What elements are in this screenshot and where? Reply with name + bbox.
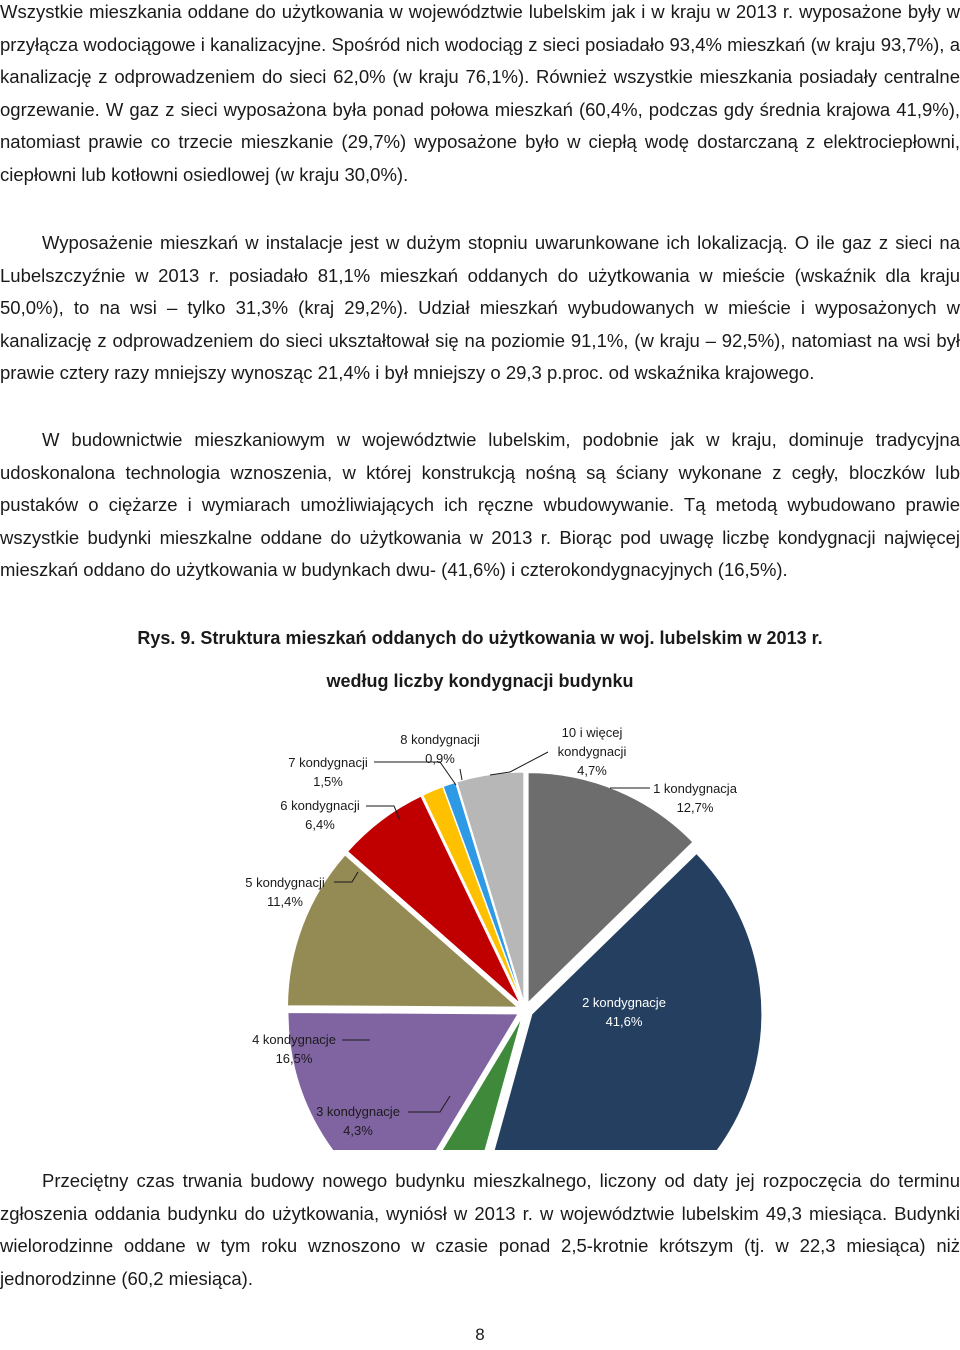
- page-number: 8: [475, 1325, 485, 1344]
- leader-line: [490, 752, 548, 775]
- paragraph-location-text: Wyposażenie mieszkań w instalacje jest w dużym stopniu uwarunkowane ich lokalizacją. O ile gaz z sieci na Lubelszczyźnie w 2013 r. posiadało 81,1% mieszkań oddanych do użytkowania w mieście (wskaźnik dla kraju 50,0%), to na wsi – tylko 31,3% (kraj 29,2%). Udział mieszkań wybudowanych w mieście i wyposażonych w kanalizację z odprowadzeniem do sieci ukształtował się na poziomie 91,1%, (w kraju – 92,5%), natomiast na wsi był prawie cztery razy mniejszy wynosząc 21,4% i był mniejszy o 29,3 p.proc. od wskaźnika krajowego.: [0, 232, 960, 383]
- paragraph-installations: Wszystkie mieszkania oddane do użytkowania w województwie lubelskim jak i w kraju w 2013 r. wyposażone były w przyłącza wodociągowe i kanalizacyjne. Spośród nich wodociąg z sieci posiadało 93,4% mieszkań (w kraju 93,7%), a kanalizację z odprowadzeniem do sieci 62,0% (w kraju 76,1%). Również wszystkie mieszkania posiadały centralne ogrzewanie. W gaz z sieci wyposażona była ponad połowa mieszkań (60,4%, podczas gdy średnia krajowa 41,9%), natomiast prawie co trzecie mieszkanie (29,7%) wyposażone było w ciepłą wodę dostarczaną z elektrociepłowni, ciepłowni lub kotłowni osiedlowej (w kraju 30,0%).: [0, 1, 960, 185]
- slice-value-label: 1,5%: [313, 774, 343, 789]
- paragraph-location: [0, 227, 960, 390]
- slice-name-label: 4 kondygnacje: [252, 1032, 336, 1047]
- slice-value-label: 4,3%: [343, 1123, 373, 1138]
- slice-name-label: 1 kondygnacja: [653, 781, 737, 796]
- slice-name-label: 7 kondygnacji: [288, 755, 368, 770]
- slice-name-label: 3 kondygnacje: [316, 1104, 400, 1119]
- slice-value-label: 12,7%: [676, 800, 714, 815]
- slice-name-label: 2 kondygnacje: [582, 995, 666, 1010]
- paragraph-technology: [0, 424, 960, 587]
- slice-name-label: kondygnacji: [557, 744, 627, 759]
- slice-name-label: 5 kondygnacji: [245, 875, 325, 890]
- slice-value-label: 0,9%: [425, 751, 455, 766]
- slice-value-label: 6,4%: [305, 817, 335, 832]
- paragraph-technology-text: W budownictwie mieszkaniowym w województwie lubelskim, podobnie jak w kraju, dominuje tradycyjna udoskonalona technologia wznoszenia, w której konstrukcją nośną są ściany wykonane z cegły, bloczków lub pustaków o ciężarze i wymiarach umożliwiających ich ręczne wbudowywanie. Tą metodą wybudowano prawie wszystkie budynki mieszkalne oddane do użytkowania w 2013 r. Biorąc pod uwagę liczbę kondygnacji najwięcej mieszkań oddano do użytkowania w budynkach dwu- (41,6%) i czterokondygnacyjnych (16,5%).: [0, 429, 960, 580]
- paragraph-construction-time: [0, 1165, 960, 1295]
- chart-title: według liczby kondygnacji budynku: [326, 671, 634, 691]
- slice-name-label: 6 kondygnacji: [280, 798, 360, 813]
- pie-chart: [0, 700, 960, 1150]
- slice-value-label: 11,4%: [267, 894, 303, 909]
- figure-caption: Rys. 9. Struktura mieszkań oddanych do użytkowania w woj. lubelskim w 2013 r.: [137, 628, 823, 648]
- slice-value-label: 41,6%: [605, 1014, 643, 1029]
- paragraph-construction-time-text: Przeciętny czas trwania budowy nowego budynku mieszkalnego, liczony od daty jej rozpoczęcia do terminu zgłoszenia oddania budynku do użytkowania, wyniósł w 2013 r. w województwie lubelskim 49,3 miesiąca. Budynki wielorodzinne oddane w tym roku wznoszono w czasie ponad 2,5-krotnie krótszym (tj. w 22,3 miesiąca) niż jednorodzinne (60,2 miesiąca).: [0, 1170, 960, 1289]
- slice-name-label: 8 kondygnacji: [400, 732, 480, 747]
- slice-value-label: 4,7%: [577, 763, 607, 778]
- slice-name-label: 10 i więcej: [561, 725, 623, 740]
- slice-value-label: 16,5%: [275, 1051, 313, 1066]
- leader-line: [460, 769, 462, 780]
